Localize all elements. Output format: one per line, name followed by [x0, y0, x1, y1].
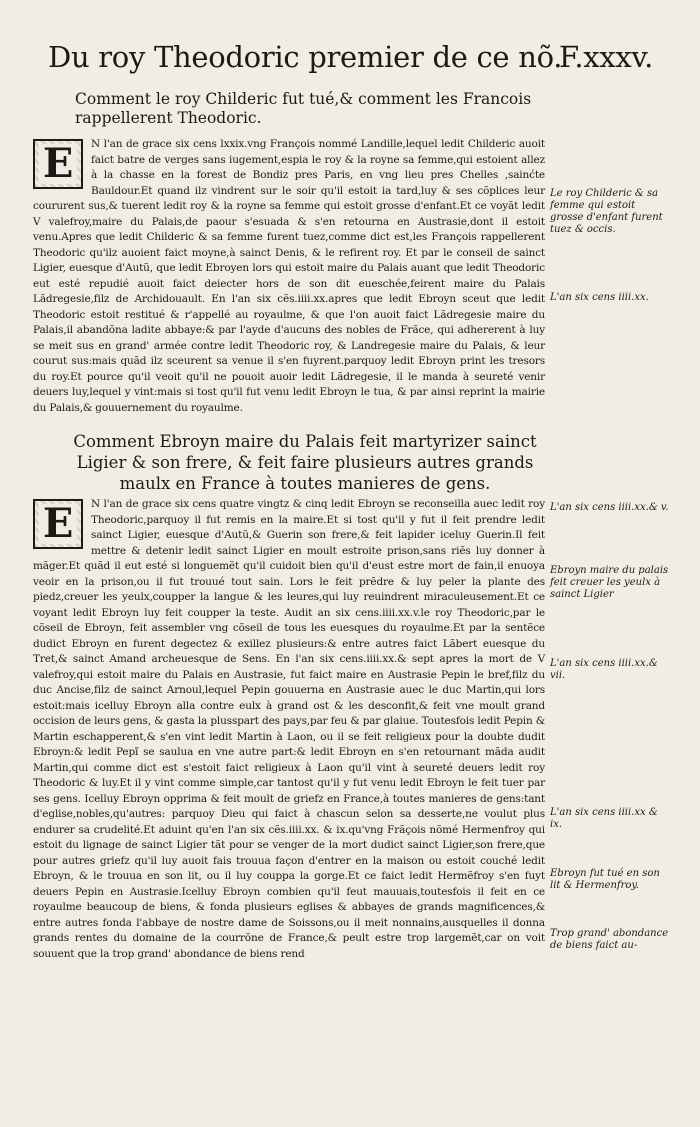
running-head-title: Du roy Theodoric premier de ce nõ. [48, 40, 563, 74]
paragraph-2 [33, 497, 545, 977]
paragraph-1-text: N l'an de grace six cens lxxix.vng François nommé Landille,lequel ledit Childeric auoit faict batre de verges sans iugement,espia le roy & la royne sa femme,qui estoient allez à la chasse en la forest de Bondiz pres Paris, en vng lieu pres Chelles ,sainćte Bauldour.Et quand ilz vindrent sur le soir qu'il estoit ia tard,luy & ses cõplices leur coururent sus,& tuerent ledit roy & la royne sa femme qui estoit grosse d'enfant.Et ce voyãt ledit V valefroy,maire du Palais,de paour s'esuada & s'en retourna en Austrasie,dont il estoit venu.Apres que ledit Childeric & sa femme furent tuez,comme dict est,les François rappellerent Theodoric qu'ilz auoient faict moyne,à sainct Denis, & le refirent roy. Et par le conseil de sainct Ligier, euesque d'Autũ, que ledit Ebroyen lors qui estoit maire du Palais auant que ledit Theodoric eut esté repudié auoit faict deiecter hors de son dit eueschée,feirent maire du Palais Lãdregesie,filz de Archidouault. En l'an six cẽs.iiii.xx.apres que ledit Ebroyn sceut que ledit Theodoric estoit restitué & r'appellé au royaulme, & que l'on auoit faict Lãdregesie maire du Palais,il abandõna ladite abbaye:& par l'ayde d'aucuns des nobles de Frãce, qui adhererent à luy se meit sus en grand' armée contre ledit Theodoric roy, & Landregesie maire du Palais, & leur courut sus:mais quãd ilz sceurent sa venue il s'en fuyrent.parquoy ledit Ebroyn print les tresors du roy.Et pource qu'il veoit qu'il ne pouoit auoir ledit Lãdregesie, il le manda à seureté venir deuers luy,lequel y vint:mais si tost qu'il fut venu ledit Ebroyn le tua, & par ainsi reprint la mairie du Palais,& gouuernement du royaulme. [33, 138, 545, 414]
margin-note: L'an six cens iiii.xx & ix. [550, 807, 658, 830]
margin-note: Ebroyn fut tué en son lit & Hermenfroy. [550, 868, 660, 891]
decorated-initial-2: E [33, 499, 83, 549]
margin-note: Ebroyn maire du palais feit creuer les yeulx à sainct Ligier [550, 565, 669, 600]
running-head [48, 40, 653, 74]
chapter-heading-1: Comment le roy Childeric fut tué,& comment les Francois rappellerent Theodoric. [75, 90, 532, 127]
margin-note: Trop grand' abondance de biens faict au- [550, 928, 669, 951]
margin-note: Le roy Childeric & sa femme qui estoit grosse d'enfant furent tuez & occis. [550, 188, 663, 235]
margin-note: L'an six cens iiii.xx. [550, 292, 649, 303]
paragraph-1 [33, 137, 545, 427]
chapter-heading-2: Comment Ebroyn maire du Palais feit martyrizer sainct Ligier & son frere, & feit faire plusieurs autres grands maulx en France à toutes manieres de gens. [73, 432, 537, 493]
decorated-initial-1: E [33, 139, 83, 189]
paragraph-2-text: N l'an de grace six cens quatre vingtz & cinq ledit Ebroyn se reconseilla auec ledit roy Theodoric,parquoy il fut remis en la maire.Et si tost qu'il y fut il feit prendre ledit sainct Ligier, euesque d'Autũ,& Guerin son frere,& feit lapider iceluy Guerin.Il feit mettre & detenir ledit sainct Ligier en moult estroite prison,sans riẽs luy donner à mãger.Et quãd il eut esté si longuemẽt qu'il cuidoit bien qu'il d'eust estre mort de fain,il enuoya veoir en la prison,ou il fut trouué tout sain. Lors le feit prẽdre & luy peler la plante des piedz,creuer les yeulx,coupper la langue & les leures,qui luy reuindrent miraculeusement.Et ce voyant ledit Ebroyn luy feit coupper la teste. Audit an six cens.iiii.xx.v.le roy Theodoric,par le cõseil de Ebroyn, feit assembler vng cõseil de tous les euesques du royaulme.Et par la sentẽce dudict Ebroyn en furent degectez & exillez plusieurs:& entre autres faict Lãbert euesque du Tret,& sainct Amand archeuesque de Sens. En l'an six cens.iiii.xx.& sept apres la mort de V valefroy,qui estoit maire du Palais en Austrasie, fut faict maire en Austrasie Pepin le bref,filz du duc Ancise,filz de sainct Arnoul,lequel Pepin gouuerna en Austrasie auec le duc Martin,qui lors estoit:mais icelluy Ebroyn alla contre eulx à grand ost & les desconfit,& feit vne moult grand occision de leurs gens, & gasta la plusspart des pays,par feu & par glaiue. Toutesfois ledit Pepin & Martin eschapperent,& s'en vint ledit Martin à Laon, ou il se feit religieux pour la doubte dudit Ebroyn:& ledit Pepĩ se saulua en vne autre part:& ledit Ebroyn en s'en retournant mãda audit Martin,qui comme dict est s'estoit faict religieux à Laon qu'il vint à seureté deuers ledit roy Theodoric & luy.Et il y vint comme simple,car tantost qu'il y fut venu ledit Ebroyn le feit tuer par ses gens. Icelluy Ebroyn opprima & feit moult de griefz en France,à toutes manieres de gens:tant d'eglise,nobles,qu'autres: parquoy Dieu qui faict à chascun selon sa desserte,ne voulut plus endurer sa crudelité.Et aduint qu'en l'an six cẽs.iiii.xx. & ix.qu'vng Frãçois nõmé Hermenfroy qui estoit du lignage de sainct Ligier tãt pour se venger de la mort dudict sainct Ligier,son frere,que pour autres griefz qu'il luy auoit fais trouua façon d'entrer en la maison ou estoit couché ledit Ebroyn, & le trouua en son lit, ou il luy couppa la gorge.Et ce faict ledit Hermẽfroy s'en fuyt deuers Pepin en Austrasie.Icelluy Ebroyn combien qu'il feut mauuais,toutesfois il feit en ce royaulme beaucoup de biens, & fonda plusieurs eglises & abbayes de grands magnificences,& entre autres fonda l'abbaye de nostre dame de Soissons,ou il meit nonnains,ausquelles il donna grands rentes du domaine de la courrõne de France,& peult estre trop largemẽt,car on voit souuent que la trop grand' abondance de biens rend [33, 498, 545, 960]
margin-note: L'an six cens iiii.xx.& vii. [550, 658, 658, 681]
folio-number: F.xxxv. [559, 40, 653, 74]
margin-note: L'an six cens iiii.xx.& v. [550, 502, 669, 513]
